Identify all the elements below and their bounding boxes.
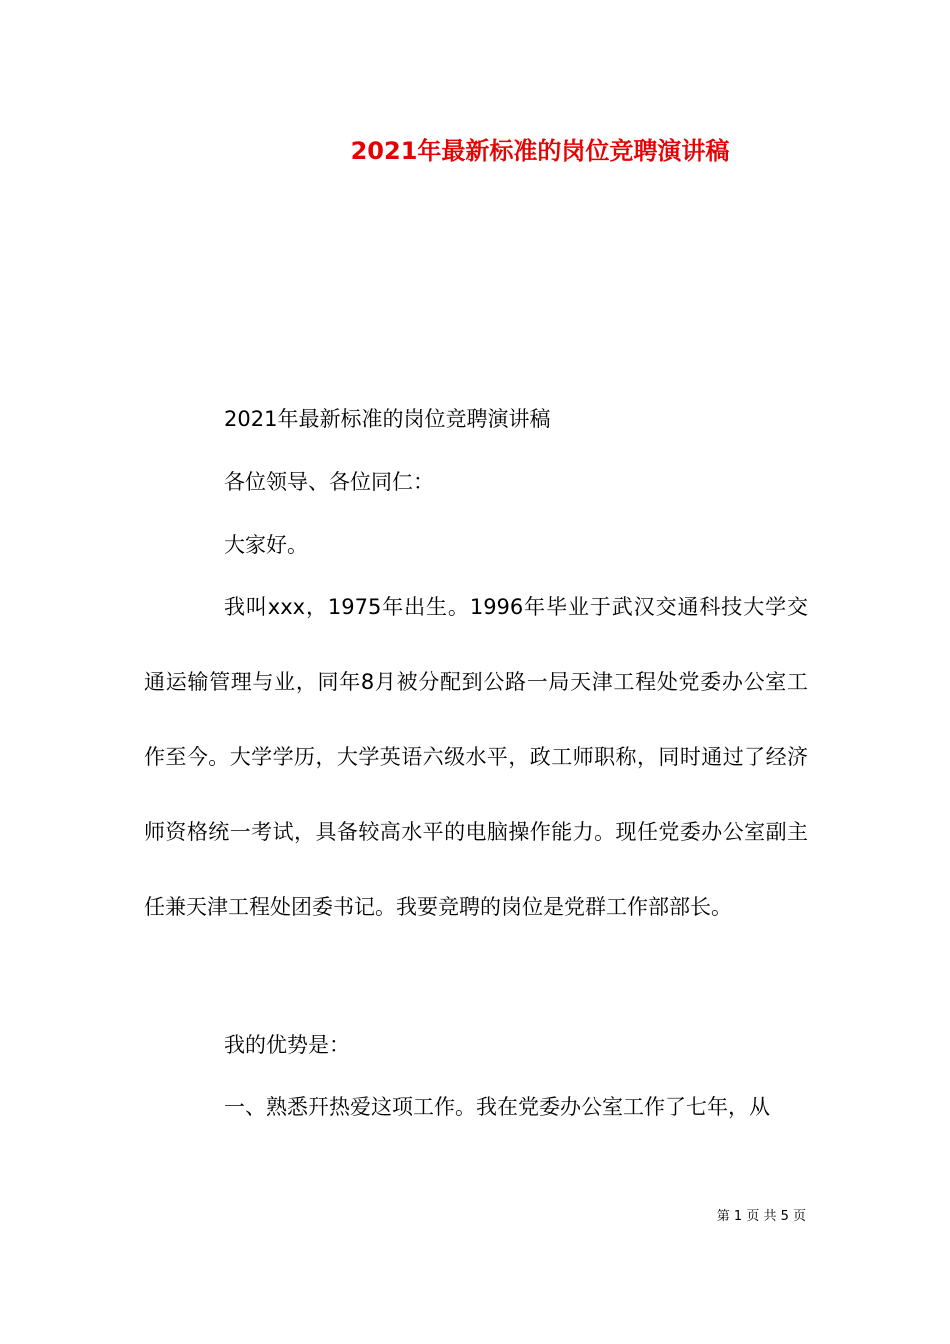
page-number-footer: 第 1 页 共 5 页 <box>716 1209 806 1224</box>
paragraph-heading: 2021年最新标准的岗位竞聘演讲稿 <box>224 407 551 431</box>
paragraph-advantages-intro: 我的优势是： <box>224 1033 350 1057</box>
document-title: 2021年最新标准的岗位竞聘演讲稿 <box>350 137 730 165</box>
paragraph-greeting: 大家好。 <box>224 533 308 557</box>
paragraph-salutation: 各位领导、各位同仁： <box>224 470 434 494</box>
paragraph-introduction: 我叫xxx，1975年出生。1996年毕业于武汉交通科技大学交通运输管理与业，同年8月被分配到公路一局天津工程处党委办公室工作至今。大学学历，大学英语六级水平，政工师职称，同时通过了经济师资格统一考试，具备较高水平的电脑操作能力。现任党委办公室副主任兼天津工程处团委书记。我要竞聘的岗位是党群工作部部长。 <box>144 595 808 919</box>
paragraph-advantage-one: 一、熟悉幵热爱这项工作。我在党委办公室工作了七年，从 <box>224 1095 770 1119</box>
